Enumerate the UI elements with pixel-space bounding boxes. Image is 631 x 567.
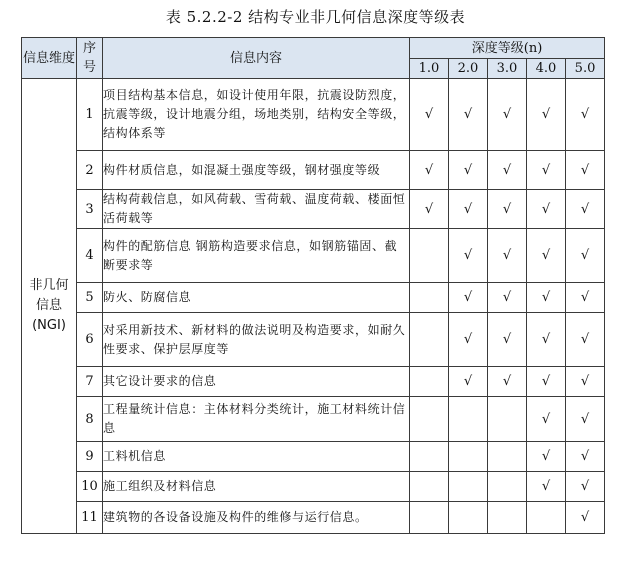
check-mark-cell: √	[527, 151, 566, 190]
check-mark-cell: √	[527, 442, 566, 472]
check-mark-cell: √	[566, 190, 605, 229]
header-row	[22, 38, 605, 59]
content-cell: 对采用新技术、新材料的做法说明及构造要求，如耐久性要求、保护层厚度等	[103, 313, 410, 367]
header-seq: 序号	[77, 38, 103, 79]
table-row	[22, 502, 605, 534]
content-cell: 其它设计要求的信息	[103, 367, 410, 397]
check-mark-cell	[449, 397, 488, 442]
table-row	[22, 442, 605, 472]
seq-cell: 2	[77, 151, 103, 190]
check-mark-cell	[488, 472, 527, 502]
check-mark-cell	[449, 472, 488, 502]
header-content: 信息内容	[103, 38, 410, 79]
header-level: 1.0	[410, 59, 449, 79]
table-row	[22, 190, 605, 229]
content-cell: 防火、防腐信息	[103, 283, 410, 313]
seq-cell: 9	[77, 442, 103, 472]
check-mark-cell: √	[410, 151, 449, 190]
content-cell: 构件材质信息，如混凝土强度等级，钢材强度等级	[103, 151, 410, 190]
check-mark-cell: √	[488, 190, 527, 229]
content-cell: 项目结构基本信息，如设计使用年限，抗震设防烈度，抗震等级，设计地震分组，场地类别，结构安全等级，结构体系等	[103, 79, 410, 151]
table-row	[22, 367, 605, 397]
table-row	[22, 151, 605, 190]
header-level: 3.0	[488, 59, 527, 79]
header-dimension: 信息维度	[22, 38, 77, 79]
check-mark-cell: √	[488, 79, 527, 151]
check-mark-cell: √	[449, 229, 488, 283]
check-mark-cell	[410, 472, 449, 502]
seq-cell: 1	[77, 79, 103, 151]
content-cell: 结构荷载信息，如风荷载、雪荷载、温度荷载、楼面恒活荷载等	[103, 190, 410, 229]
table-row	[22, 313, 605, 367]
seq-cell: 6	[77, 313, 103, 367]
header-level: 2.0	[449, 59, 488, 79]
check-mark-cell: √	[527, 367, 566, 397]
seq-cell: 11	[77, 502, 103, 534]
check-mark-cell: √	[449, 367, 488, 397]
check-mark-cell: √	[566, 229, 605, 283]
check-mark-cell: √	[449, 190, 488, 229]
content-cell: 工程量统计信息：主体材料分类统计，施工材料统计信息	[103, 397, 410, 442]
check-mark-cell	[410, 502, 449, 534]
check-mark-cell: √	[410, 79, 449, 151]
table-body	[22, 79, 605, 534]
seq-cell: 8	[77, 397, 103, 442]
seq-cell: 3	[77, 190, 103, 229]
check-mark-cell: √	[527, 313, 566, 367]
seq-cell: 7	[77, 367, 103, 397]
depth-grade-table	[21, 37, 605, 534]
header-level: 5.0	[566, 59, 605, 79]
check-mark-cell: √	[566, 397, 605, 442]
seq-cell: 5	[77, 283, 103, 313]
check-mark-cell	[410, 229, 449, 283]
content-cell: 建筑物的各设备设施及构件的维修与运行信息。	[103, 502, 410, 534]
check-mark-cell: √	[566, 151, 605, 190]
check-mark-cell: √	[566, 502, 605, 534]
check-mark-cell: √	[449, 283, 488, 313]
check-mark-cell	[410, 367, 449, 397]
check-mark-cell: √	[449, 313, 488, 367]
table-caption: 表 5.2.2-2 结构专业非几何信息深度等级表	[165, 8, 466, 26]
content-cell: 施工组织及材料信息	[103, 472, 410, 502]
table-row	[22, 283, 605, 313]
header-depth: 深度等级(n)	[410, 38, 605, 59]
check-mark-cell: √	[410, 190, 449, 229]
check-mark-cell	[410, 442, 449, 472]
table-row	[22, 472, 605, 502]
check-mark-cell: √	[527, 229, 566, 283]
check-mark-cell	[527, 502, 566, 534]
check-mark-cell	[449, 502, 488, 534]
check-mark-cell: √	[527, 397, 566, 442]
check-mark-cell	[410, 283, 449, 313]
check-mark-cell: √	[488, 229, 527, 283]
table-row	[22, 397, 605, 442]
check-mark-cell	[488, 502, 527, 534]
check-mark-cell	[488, 442, 527, 472]
check-mark-cell: √	[566, 283, 605, 313]
check-mark-cell	[410, 313, 449, 367]
check-mark-cell: √	[488, 313, 527, 367]
check-mark-cell: √	[488, 367, 527, 397]
dimension-cell: 非几何信息(NGI)	[22, 79, 77, 534]
content-cell: 工料机信息	[103, 442, 410, 472]
check-mark-cell: √	[566, 367, 605, 397]
check-mark-cell: √	[566, 442, 605, 472]
check-mark-cell: √	[566, 79, 605, 151]
content-cell: 构件的配筋信息 钢筋构造要求信息，如钢筋锚固、截断要求等	[103, 229, 410, 283]
header-level: 4.0	[527, 59, 566, 79]
check-mark-cell: √	[527, 472, 566, 502]
check-mark-cell: √	[527, 283, 566, 313]
check-mark-cell: √	[527, 79, 566, 151]
table-row	[22, 79, 605, 151]
check-mark-cell	[488, 397, 527, 442]
check-mark-cell: √	[449, 151, 488, 190]
seq-cell: 10	[77, 472, 103, 502]
check-mark-cell: √	[488, 283, 527, 313]
seq-cell: 4	[77, 229, 103, 283]
check-mark-cell: √	[488, 151, 527, 190]
table-row	[22, 229, 605, 283]
check-mark-cell: √	[449, 79, 488, 151]
check-mark-cell	[449, 442, 488, 472]
check-mark-cell	[410, 397, 449, 442]
check-mark-cell: √	[566, 313, 605, 367]
check-mark-cell: √	[566, 472, 605, 502]
check-mark-cell: √	[527, 190, 566, 229]
